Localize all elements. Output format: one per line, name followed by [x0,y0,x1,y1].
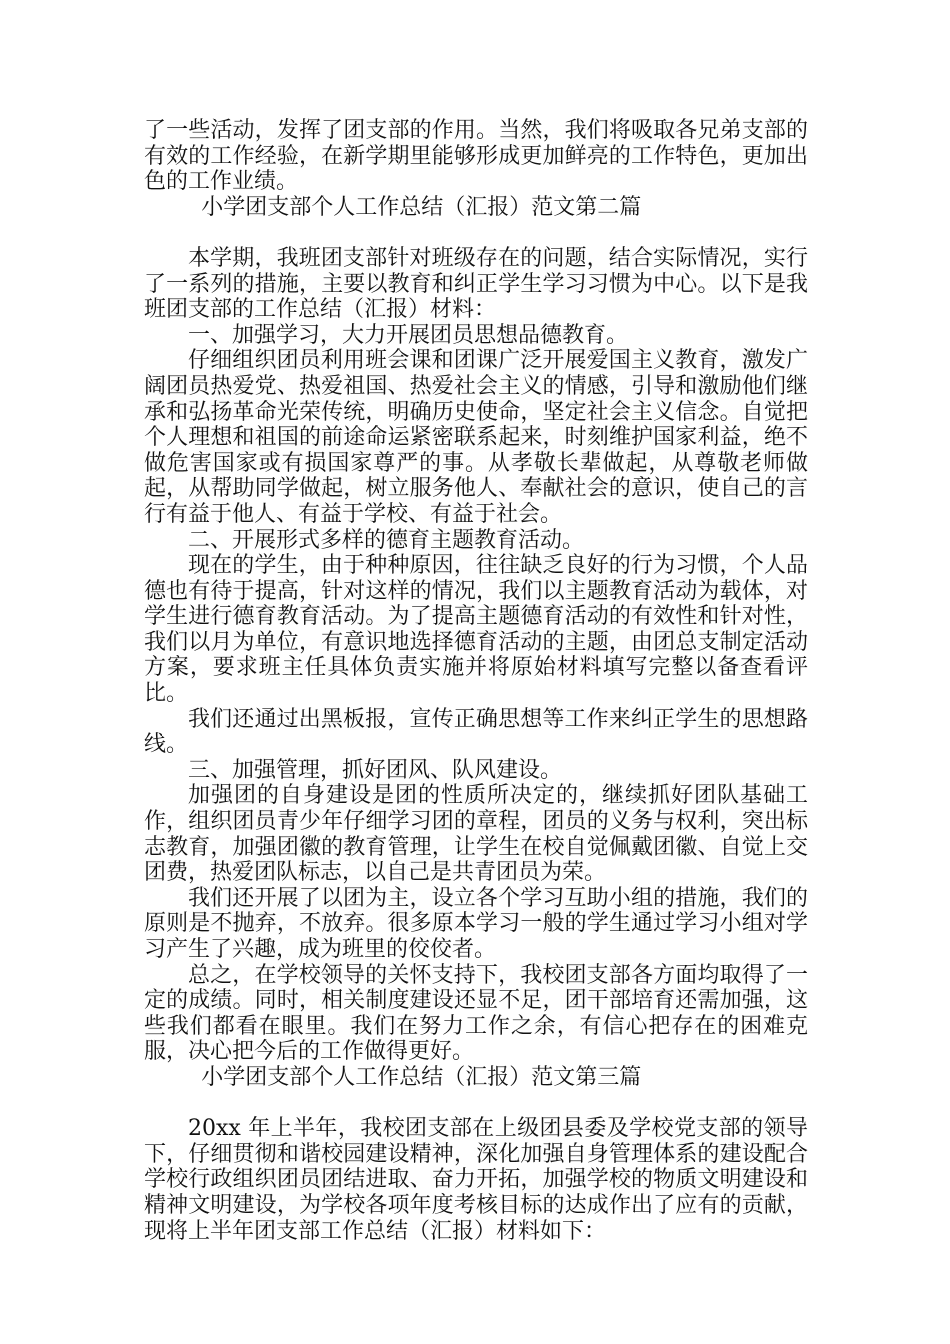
paragraph-intro-3: 20xx 年上半年，我校团支部在上级团县委及学校党支部的领导下，仔细贯彻和谐校园建设精神，深化加强自身管理体系的建设配合学校行政组织团员团结进取、奋力开拓，加强学校的物质文明建设和精神文明建设，为学校各项年度考核目标的达成作出了应有的贡献，现将上半年团支部工作总结（汇报）材料如下： [144,1116,808,1244]
paragraph-conclusion: 总之，在学校领导的关怀支持下，我校团支部各方面均取得了一定的成绩。同时，相关制度建设还显不足，团干部培育还需加强，这些我们都看在眼里。我们在努力工作之余，有信心把存在的困难克服，决心把今后的工作做得更好。 [144,962,808,1065]
paragraph-intro-2: 本学期，我班团支部针对班级存在的问题，结合实际情况，实行了一系列的措施，主要以教育和纠正学生学习习惯为中心。以下是我班团支部的工作总结（汇报）材料： [144,245,808,323]
section-title-3: 小学团支部个人工作总结（汇报）范文第三篇 [201,1064,642,1090]
paragraph-point-3-extra: 我们还开展了以团为主，设立各个学习互助小组的措施，我们的原则是不抛弃，不放弃。很多原本学习一般的学生通过学习小组对学习产生了兴趣，成为班里的佼佼者。 [144,885,808,962]
paragraph-point-2: 现在的学生，由于种种原因，往往缺乏良好的行为习惯，个人品德也有待于提高，针对这样的情况，我们以主题教育活动为载体，对学生进行德育教育活动。为了提高主题德育活动的有效性和针对性，我们以月为单位，有意识地选择德育活动的主题，由团总支制定活动方案，要求班主任具体负责实施并将原始材料填写完整以备查看评比。 [144,553,808,707]
paragraph-point-1: 仔细组织团员利用班会课和团课广泛开展爱国主义教育，激发广阔团员热爱党、热爱祖国、热爱社会主义的情感，引导和激励他们继承和弘扬革命光荣传统，明确历史使命，坚定社会主义信念。自觉把个人理想和祖国的前途命运紧密联系起来，时刻维护国家利益，绝不做危害国家或有损国家尊严的事。从孝敬长辈做起，从尊敬老师做起，从帮助同学做起，树立服务他人、奉献社会的意识，使自己的言行有益于他人、有益于学校、有益于社会。 [144,348,808,527]
heading-point-1: 一、加强学习，大力开展团员思想品德教育。 [188,322,629,348]
paragraph-continuation: 了一些活动，发挥了团支部的作用。当然，我们将吸取各兄弟支部的有效的工作经验，在新学期里能够形成更加鲜亮的工作特色，更加出色的工作业绩。 [144,118,808,195]
document-page [144,118,808,1244]
section-title-2: 小学团支部个人工作总结（汇报）范文第二篇 [201,194,642,220]
heading-point-3: 三、加强管理，抓好团风、队风建设。 [188,757,563,783]
heading-point-2: 二、开展形式多样的德育主题教育活动。 [188,527,585,553]
paragraph-point-3: 加强团的自身建设是团的性质所决定的，继续抓好团队基础工作，组织团员青少年仔细学习团的章程，团员的义务与权利，突出标志教育，加强团徽的教育管理，让学生在校自觉佩戴团徽、自觉上交团费，热爱团队标志，以自己是共青团员为荣。 [144,783,808,886]
paragraph-point-2-extra: 我们还通过出黑板报，宣传正确思想等工作来纠正学生的思想路线。 [144,706,808,758]
